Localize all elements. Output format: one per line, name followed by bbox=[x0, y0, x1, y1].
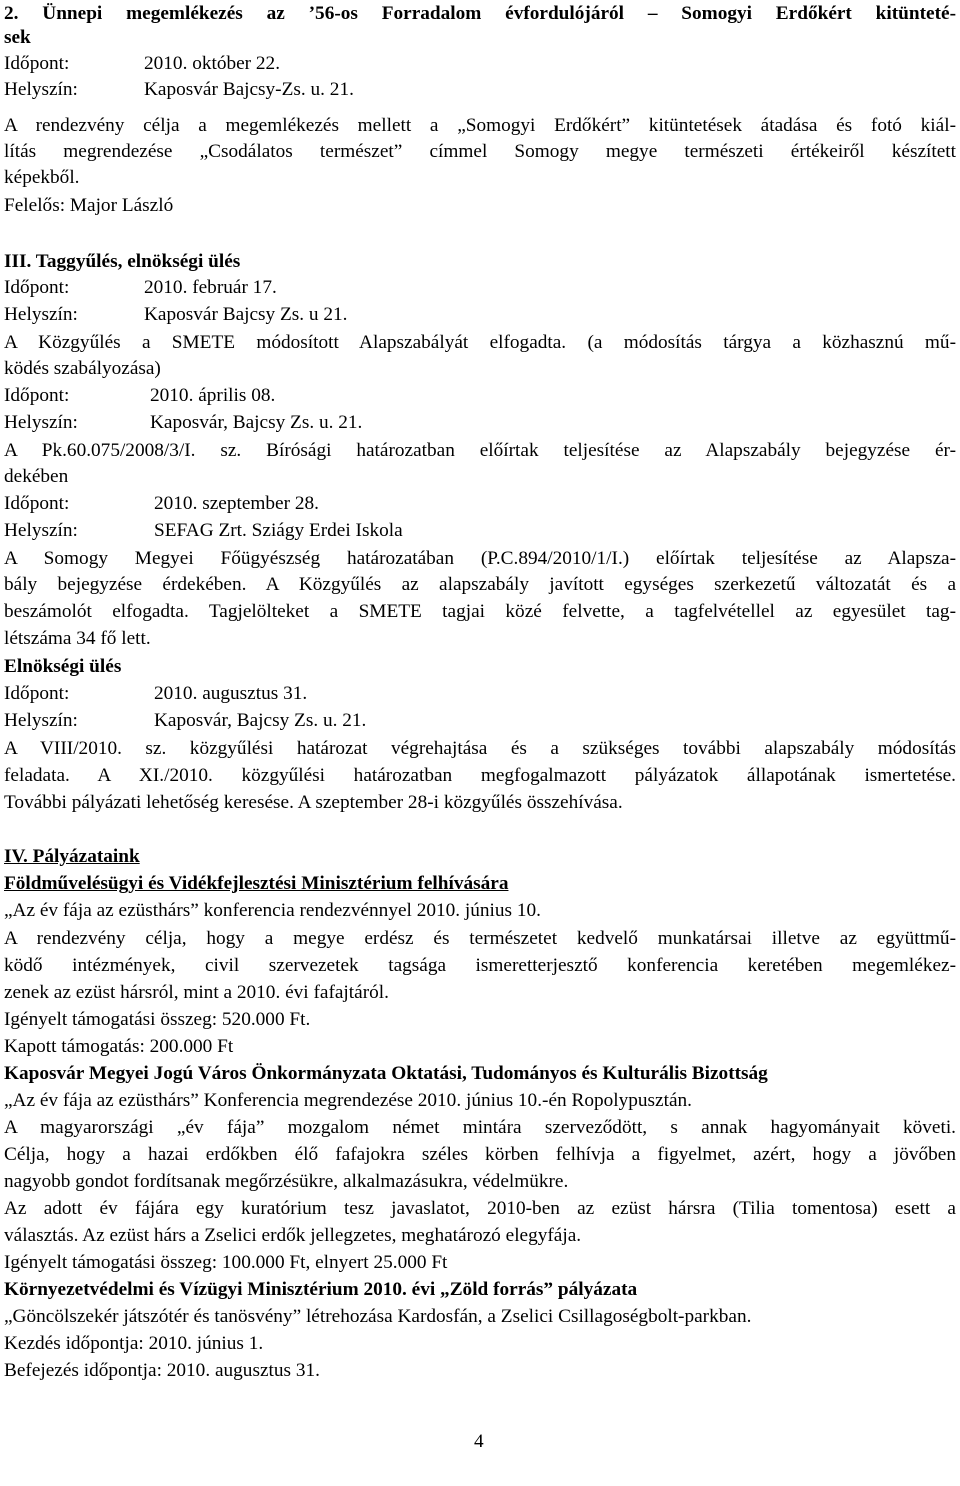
event-title: „Az év fája az ezüsthárs” konferencia rendezvénnyel 2010. június 10. bbox=[4, 900, 541, 921]
field-label: Időpont: bbox=[4, 683, 70, 704]
field-location bbox=[4, 411, 362, 435]
paragraph-line: A Pk.60.075/2008/3/I. sz. Bírósági határozatban előírtak teljesítése az Alapszabály bejegyzése ér- bbox=[4, 440, 956, 461]
paragraph-line: beszámolót elfogadta. Tagjelölteket a SMETE tagjai közé felvette, a tagfelvétellel az egyesület tag- bbox=[4, 601, 956, 622]
paragraph-line: nagyobb gondot fordítsanak megőrzésükre, alkalmazásukra, védelmükre. bbox=[4, 1171, 569, 1192]
paragraph-line: A magyarországi „év fája” mozgalom német mintára szerveződött, s annak hagyományait követi. bbox=[4, 1117, 956, 1138]
start-date: Kezdés időpontja: 2010. június 1. bbox=[4, 1333, 264, 1354]
field-value: 2010. április 08. bbox=[150, 385, 276, 406]
field-label: Időpont: bbox=[4, 493, 70, 514]
field-label: Helyszín: bbox=[4, 520, 78, 541]
paragraph-line: zenek az ezüst hársról, mint a 2010. évi fafajtáról. bbox=[4, 982, 389, 1003]
paragraph-line: A Somogy Megyei Főügyészség határozatában (P.C.894/2010/1/I.) előírtak teljesítése az Alapsza- bbox=[4, 548, 956, 569]
paragraph-line: További pályázati lehetőség keresése. A szeptember 28-i közgyűlés összehívása. bbox=[4, 792, 623, 813]
requested-amount: Igényelt támogatási összeg: 100.000 Ft, elnyert 25.000 Ft bbox=[4, 1252, 448, 1273]
field-location bbox=[4, 303, 348, 327]
field-location bbox=[4, 78, 354, 102]
paragraph-line: választás. Az ezüst hárs a Zselici erdők jellegzetes, meghatározó elegyfája. bbox=[4, 1225, 582, 1246]
field-date bbox=[4, 682, 307, 706]
section-heading: 2. Ünnepi megemlékezés az ’56-os Forradalom évfordulójáról – Somogyi Erdőkért kitünteté- bbox=[4, 3, 956, 24]
field-label: Helyszín: bbox=[4, 412, 78, 433]
field-date bbox=[4, 276, 277, 300]
field-location bbox=[4, 709, 366, 733]
field-value: Kaposvár Bajcsy-Zs. u. 21. bbox=[144, 79, 354, 100]
section-heading: IV. Pályázataink bbox=[4, 846, 140, 867]
received-amount: Kapott támogatás: 200.000 Ft bbox=[4, 1036, 234, 1057]
paragraph-line: ködő intézmények, civil szervezetek tagsága ismeretterjesztő konferencia keretében megemlékez- bbox=[4, 955, 956, 976]
funder-heading: Környezetvédelmi és Vízügyi Minisztérium 2010. évi „Zöld forrás” pályázata bbox=[4, 1279, 638, 1300]
field-value: 2010. szeptember 28. bbox=[154, 493, 319, 514]
field-label: Helyszín: bbox=[4, 79, 78, 100]
field-label: Időpont: bbox=[4, 385, 70, 406]
paragraph-line: A rendezvény célja, hogy a megye erdész és természetet kedvelő munkatársai illetve az együttmű- bbox=[4, 928, 956, 949]
responsible-person: Felelős: Major László bbox=[4, 195, 174, 216]
section-heading-continued: sek bbox=[4, 27, 31, 48]
field-value: 2010. február 17. bbox=[144, 277, 277, 298]
field-date bbox=[4, 52, 280, 76]
paragraph-line: ködés szabályozása) bbox=[4, 358, 161, 379]
field-date bbox=[4, 492, 319, 516]
requested-amount: Igényelt támogatási összeg: 520.000 Ft. bbox=[4, 1009, 311, 1030]
end-date: Befejezés időpontja: 2010. augusztus 31. bbox=[4, 1360, 320, 1381]
paragraph-line: bály bejegyzése érdekében. A Közgyűlés az alapszabály javított egységes szerkezetű változatát és a bbox=[4, 574, 956, 595]
paragraph-line: feladata. A XI./2010. közgyűlési határozatban megfogalmazott pályázatok állapotának ismertetése. bbox=[4, 765, 956, 786]
subheading: Elnökségi ülés bbox=[4, 656, 122, 677]
field-value: 2010. augusztus 31. bbox=[154, 683, 308, 704]
field-location bbox=[4, 519, 403, 543]
project-title: „Göncölszekér játszótér és tanösvény” létrehozása Kardosfán, a Zselici Csillagoségbolt-parkban. bbox=[4, 1306, 752, 1327]
event-title: „Az év fája az ezüsthárs” Konferencia megrendezése 2010. június 10.-én Ropolypusztán. bbox=[4, 1090, 692, 1111]
field-label: Időpont: bbox=[4, 277, 70, 298]
field-value: Kaposvár Bajcsy Zs. u 21. bbox=[144, 304, 348, 325]
paragraph-line: Az adott év fájára egy kuratórium tesz javaslatot, 2010-ben az ezüst hársra (Tilia tomentosa) esett a bbox=[4, 1198, 956, 1219]
paragraph-line: A Közgyűlés a SMETE módosított Alapszabályát elfogadta. (a módosítás tárgya a közhasznú mű- bbox=[4, 332, 956, 353]
paragraph-line: létszáma 34 fő lett. bbox=[4, 628, 151, 649]
subheading: Földművelésügyi és Vidékfejlesztési Minisztérium felhívására bbox=[4, 873, 509, 894]
paragraph-line: lítás megrendezése „Csodálatos természet” címmel Somogy megye természeti értékeiről készített bbox=[4, 141, 956, 162]
page-number: 4 bbox=[474, 1431, 484, 1452]
field-label: Időpont: bbox=[4, 53, 70, 74]
section-heading: III. Taggyűlés, elnökségi ülés bbox=[4, 251, 241, 272]
funder-heading: Kaposvár Megyei Jogú Város Önkormányzata Oktatási, Tudományos és Kulturális Bizottság bbox=[4, 1063, 768, 1084]
field-value: Kaposvár, Bajcsy Zs. u. 21. bbox=[150, 412, 363, 433]
paragraph-line: Célja, hogy a hazai erdőkben élő fafajokra széles körben felhívja a figyelmet, azért, hogy a jövőben bbox=[4, 1144, 956, 1165]
field-value: 2010. október 22. bbox=[144, 53, 281, 74]
paragraph-line: dekében bbox=[4, 466, 69, 487]
paragraph-line: képekből. bbox=[4, 167, 80, 188]
field-date bbox=[4, 384, 275, 408]
field-label: Helyszín: bbox=[4, 304, 78, 325]
field-value: SEFAG Zrt. Sziágy Erdei Iskola bbox=[154, 520, 403, 541]
field-label: Helyszín: bbox=[4, 710, 78, 731]
paragraph-line: A VIII/2010. sz. közgyűlési határozat végrehajtása és a szükséges további alapszabály módosítás bbox=[4, 738, 956, 759]
field-value: Kaposvár, Bajcsy Zs. u. 21. bbox=[154, 710, 367, 731]
paragraph-line: A rendezvény célja a megemlékezés mellett a „Somogyi Erdőkért” kitüntetések átadása és fotó kiál- bbox=[4, 115, 956, 136]
